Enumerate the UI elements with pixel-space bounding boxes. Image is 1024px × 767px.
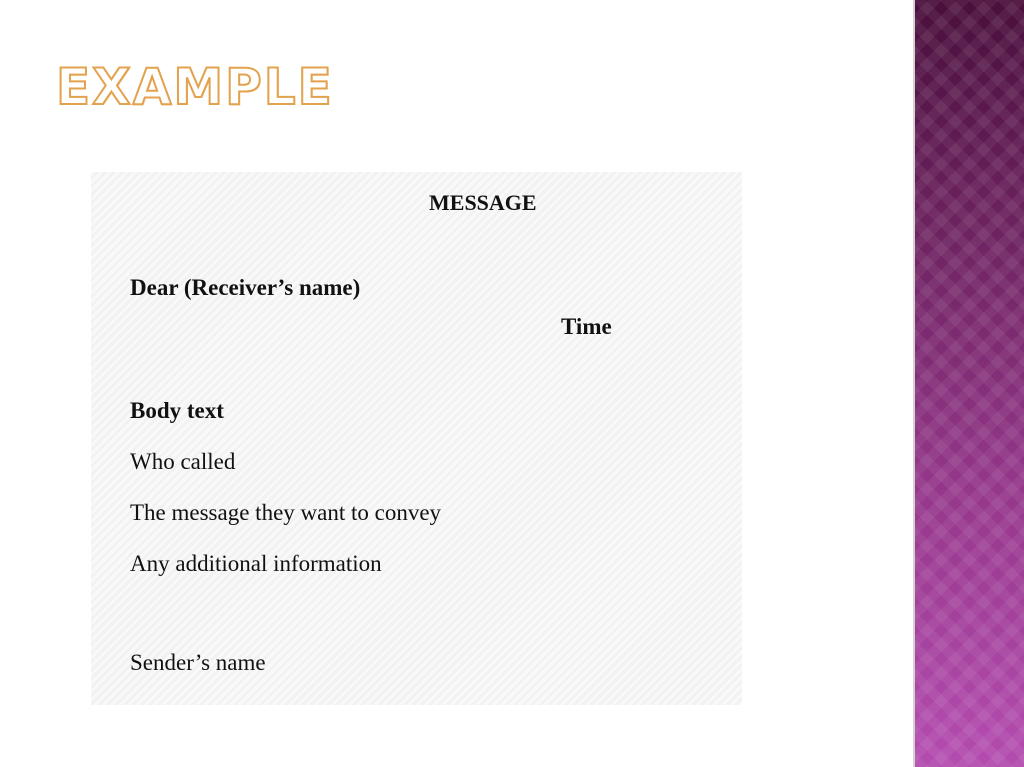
body-line-who-called: Who called [130,449,236,474]
decorative-side-band [915,0,1024,767]
slide-title: EXAMPLE [56,58,334,116]
body-line-additional-info: Any additional information [130,551,382,576]
body-text-heading: Body text [130,398,224,423]
message-template-image [91,172,742,705]
sender-name-line: Sender’s name [130,650,266,675]
greeting-line: Dear (Receiver’s name) [130,275,361,300]
time-label: Time [561,314,612,339]
body-line-message: The message they want to convey [130,500,442,525]
message-heading: MESSAGE [429,190,537,215]
